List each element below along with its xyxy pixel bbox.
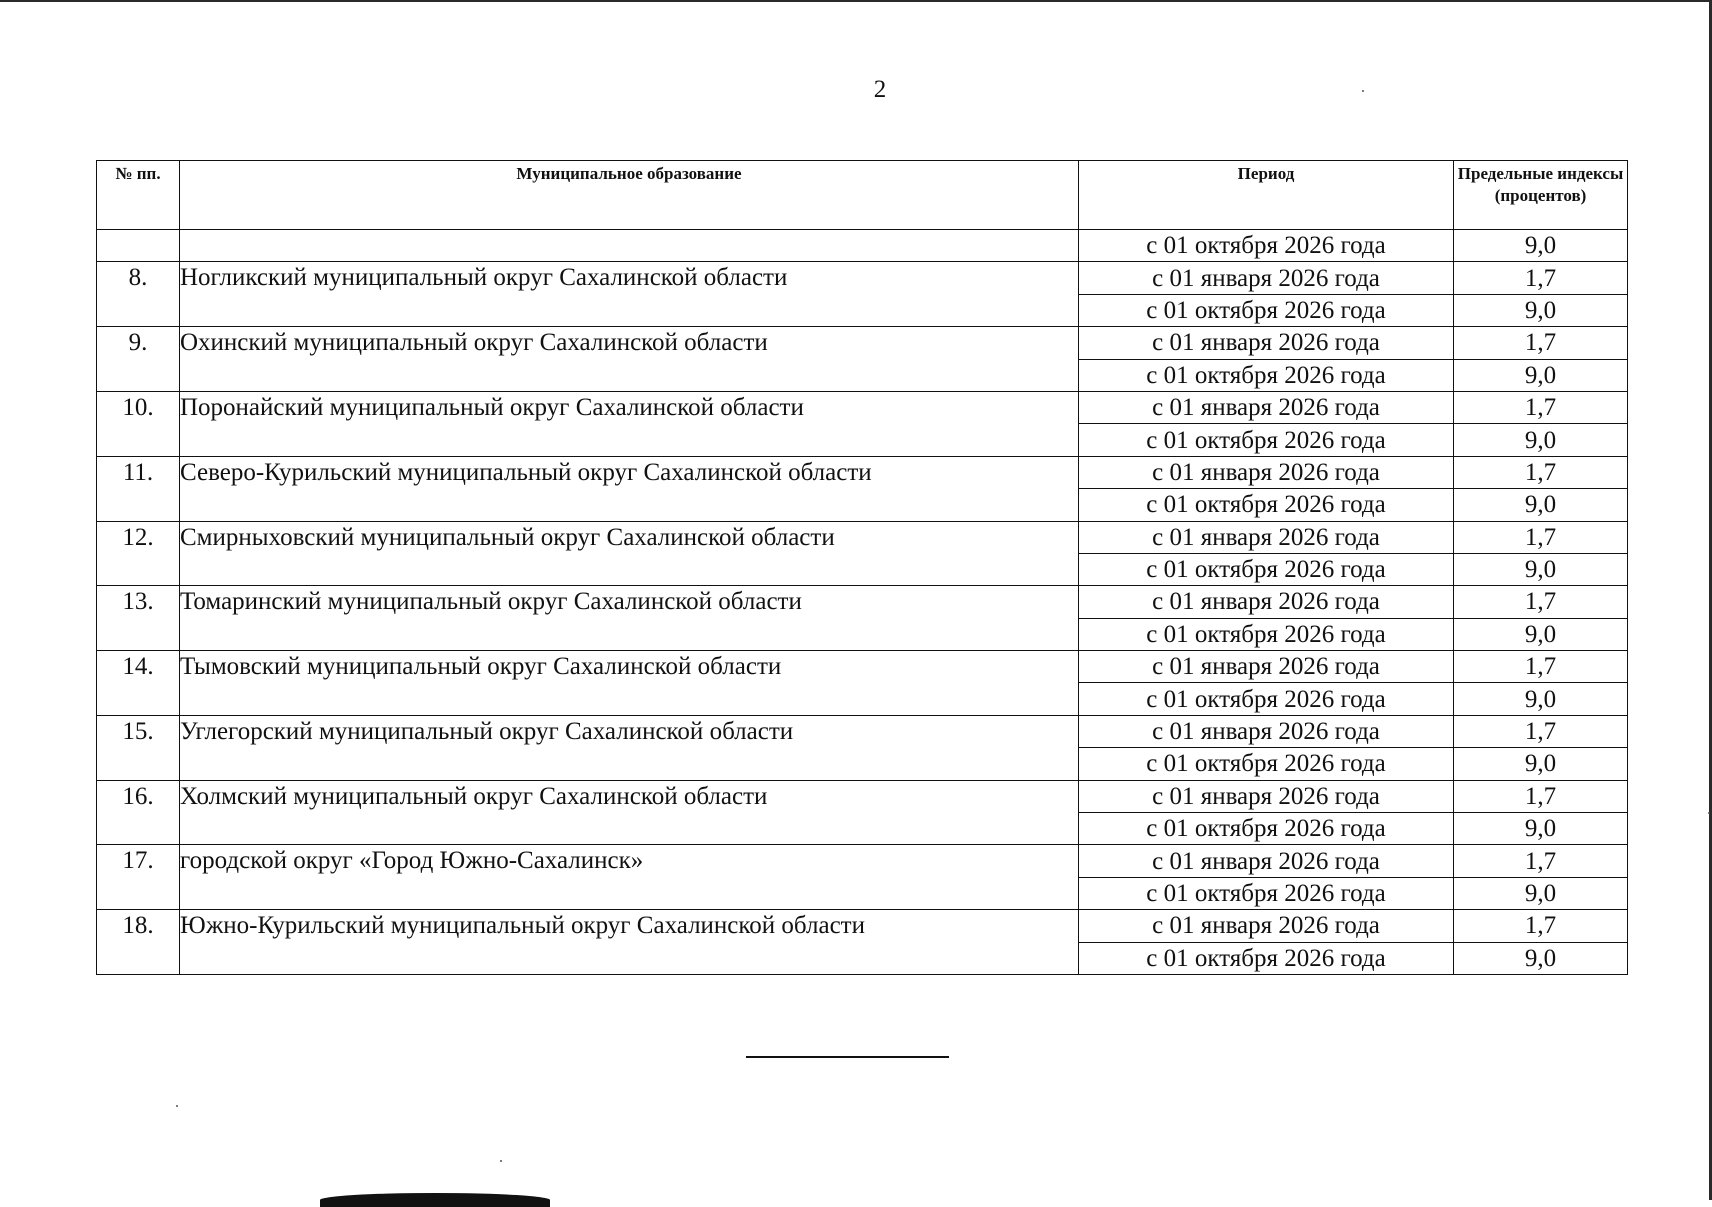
cell-municipality: Поронайский муниципальный округ Сахалинской области [180,391,1079,456]
cell-period: с 01 января 2026 года [1079,845,1454,877]
cell-period: с 01 октября 2026 года [1079,748,1454,780]
cell-num: 13. [97,586,180,651]
cell-period: с 01 января 2026 года [1079,910,1454,942]
table-row-continuation [97,230,1628,262]
table-row [97,327,1628,359]
table-row [97,521,1628,553]
table-row [97,456,1628,488]
cell-num [97,230,180,262]
cell-index: 9,0 [1454,877,1628,909]
cell-index: 1,7 [1454,521,1628,553]
cell-index: 1,7 [1454,780,1628,812]
cell-municipality: городской округ «Город Южно-Сахалинск» [180,845,1079,910]
cell-index: 9,0 [1454,294,1628,326]
header-period: Период [1079,161,1454,230]
cell-municipality: Ногликский муниципальный округ Сахалинской области [180,262,1079,327]
cell-period: с 01 октября 2026 года [1079,553,1454,585]
cell-municipality: Углегорский муниципальный округ Сахалинской области [180,715,1079,780]
table-row [97,262,1628,294]
cell-index: 9,0 [1454,942,1628,974]
cell-municipality [180,230,1079,262]
closing-line [746,1056,949,1058]
cell-index: 1,7 [1454,845,1628,877]
cell-period: с 01 октября 2026 года [1079,294,1454,326]
cell-period: с 01 октября 2026 года [1079,424,1454,456]
cell-municipality: Северо-Курильский муниципальный округ Сахалинской области [180,456,1079,521]
table-row [97,391,1628,423]
cell-period: с 01 января 2026 года [1079,715,1454,747]
cell-period: с 01 октября 2026 года [1079,618,1454,650]
cell-municipality: Холмский муниципальный округ Сахалинской области [180,780,1079,845]
cell-index: 9,0 [1454,748,1628,780]
cell-index: 1,7 [1454,715,1628,747]
header-index: Предельные индексы (процентов) [1454,161,1628,230]
cell-index: 9,0 [1454,813,1628,845]
table-row [97,845,1628,877]
table-row [97,780,1628,812]
cell-period: с 01 октября 2026 года [1079,683,1454,715]
scan-speck [1708,812,1710,814]
cell-period: с 01 января 2026 года [1079,456,1454,488]
cell-index: 9,0 [1454,424,1628,456]
header-municipality: Муниципальное образование [180,161,1079,230]
cell-index: 1,7 [1454,327,1628,359]
cell-municipality: Охинский муниципальный округ Сахалинской области [180,327,1079,392]
scan-edge-top [0,0,1712,2]
cell-num: 10. [97,391,180,456]
cell-num: 11. [97,456,180,521]
page-number: 2 [873,76,887,103]
cell-period: с 01 октября 2026 года [1079,813,1454,845]
cell-num: 17. [97,845,180,910]
cell-index: 1,7 [1454,262,1628,294]
cell-municipality: Томаринский муниципальный округ Сахалинской области [180,586,1079,651]
cell-period: с 01 октября 2026 года [1079,877,1454,909]
cell-index: 1,7 [1454,651,1628,683]
scan-smudge [320,1193,550,1207]
cell-period: с 01 октября 2026 года [1079,359,1454,391]
cell-period: с 01 октября 2026 года [1079,230,1454,262]
cell-num: 15. [97,715,180,780]
scan-speck [176,1105,178,1107]
cell-num: 8. [97,262,180,327]
cell-index: 9,0 [1454,683,1628,715]
header-num: № пп. [97,161,180,230]
table-header-row [97,161,1628,230]
table-row [97,715,1628,747]
table-row [97,586,1628,618]
cell-num: 9. [97,327,180,392]
cell-period: с 01 января 2026 года [1079,391,1454,423]
cell-num: 18. [97,910,180,975]
cell-index: 1,7 [1454,586,1628,618]
cell-period: с 01 октября 2026 года [1079,942,1454,974]
cell-index: 9,0 [1454,553,1628,585]
table-row [97,910,1628,942]
cell-index: 1,7 [1454,910,1628,942]
cell-num: 14. [97,651,180,716]
cell-municipality: Смирныховский муниципальный округ Сахалинской области [180,521,1079,586]
cell-num: 16. [97,780,180,845]
table-body [97,230,1628,975]
cell-index: 9,0 [1454,359,1628,391]
indices-table [96,160,1628,975]
table-row [97,651,1628,683]
cell-index: 9,0 [1454,489,1628,521]
cell-period: с 01 января 2026 года [1079,262,1454,294]
cell-index: 1,7 [1454,456,1628,488]
cell-municipality: Тымовский муниципальный округ Сахалинской области [180,651,1079,716]
cell-index: 9,0 [1454,618,1628,650]
cell-index: 9,0 [1454,230,1628,262]
cell-period: с 01 января 2026 года [1079,651,1454,683]
cell-num: 12. [97,521,180,586]
cell-period: с 01 января 2026 года [1079,327,1454,359]
cell-period: с 01 января 2026 года [1079,586,1454,618]
cell-index: 1,7 [1454,391,1628,423]
cell-period: с 01 января 2026 года [1079,521,1454,553]
cell-period: с 01 октября 2026 года [1079,489,1454,521]
scan-speck [1362,90,1364,92]
scan-speck [500,1160,502,1162]
cell-period: с 01 января 2026 года [1079,780,1454,812]
cell-municipality: Южно-Курильский муниципальный округ Сахалинской области [180,910,1079,975]
